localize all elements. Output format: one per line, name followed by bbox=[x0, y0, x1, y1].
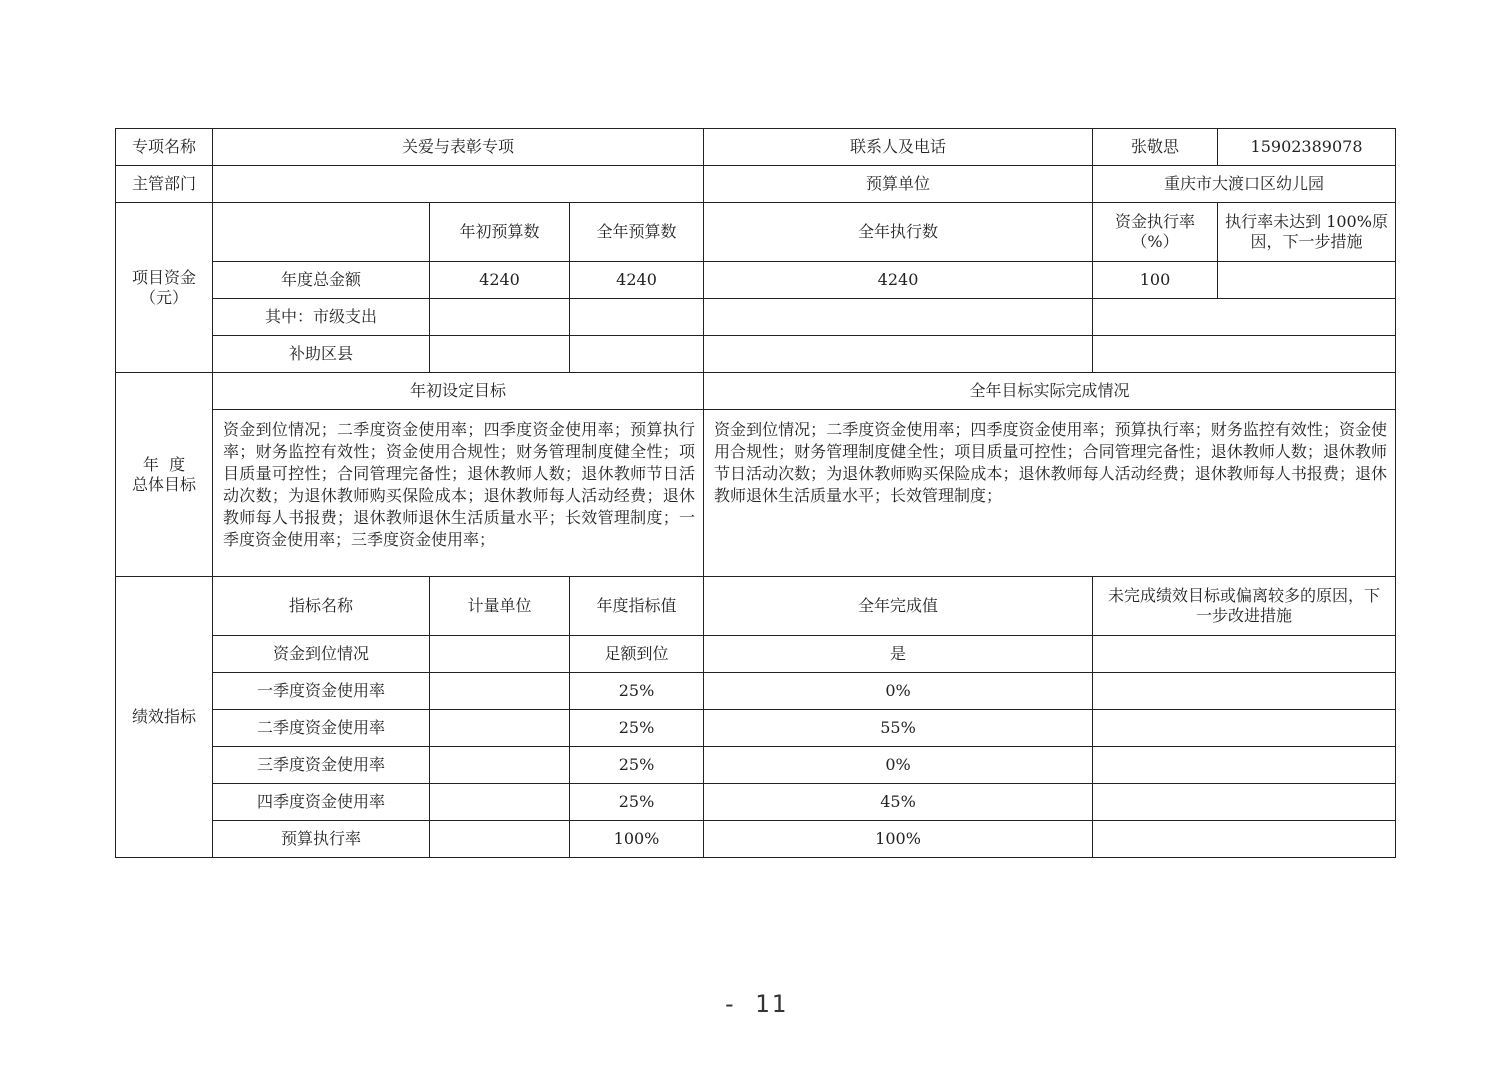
funds-row-rate: 100 bbox=[1093, 262, 1218, 299]
funds-row-annual bbox=[570, 299, 704, 336]
indicators-section-label: 绩效指标 bbox=[116, 577, 213, 858]
indicator-unit bbox=[430, 821, 570, 858]
indicator-row bbox=[116, 673, 1396, 710]
funds-col-reason: 执行率未达到 100%原因，下一步措施 bbox=[1218, 203, 1396, 262]
indicator-actual: 是 bbox=[704, 636, 1093, 673]
indicator-name: 三季度资金使用率 bbox=[213, 747, 430, 784]
funds-row-annual bbox=[570, 336, 704, 373]
indicators-col-reason: 未完成绩效目标或偏离较多的原因，下一步改进措施 bbox=[1093, 577, 1396, 636]
indicator-reason bbox=[1093, 636, 1396, 673]
funds-row-label: 年度总金额 bbox=[213, 262, 430, 299]
funds-col-exec: 全年执行数 bbox=[704, 203, 1093, 262]
indicator-target: 足额到位 bbox=[570, 636, 704, 673]
funds-row-district bbox=[116, 336, 1396, 373]
dept-value bbox=[213, 166, 704, 203]
header-row-dept bbox=[116, 166, 1396, 203]
funds-row-exec bbox=[704, 336, 1093, 373]
funds-row-city bbox=[116, 299, 1396, 336]
funds-header-row bbox=[116, 203, 1396, 262]
contact-phone: 15902389078 bbox=[1218, 129, 1396, 166]
funds-row-initial bbox=[430, 299, 570, 336]
indicator-actual: 100% bbox=[704, 821, 1093, 858]
funds-row-initial bbox=[430, 336, 570, 373]
funds-row-exec: 4240 bbox=[704, 262, 1093, 299]
indicator-target: 25% bbox=[570, 784, 704, 821]
project-label: 专项名称 bbox=[116, 129, 213, 166]
indicator-target: 25% bbox=[570, 710, 704, 747]
indicator-actual: 0% bbox=[704, 673, 1093, 710]
goals-actual-text: 资金到位情况；二季度资金使用率；四季度资金使用率；预算执行率；财务监控有效性；资金使用合规性；财务管理制度健全性；项目质量可控性；合同管理完备性；退休教师人数；退休教师节日活动次数；为退休教师购买保险成本；退休教师每人活动经费；退休教师每人书报费；退休教师退休生活质量水平；长效管理制度； bbox=[704, 410, 1396, 577]
goals-set-text: 资金到位情况；二季度资金使用率；四季度资金使用率；预算执行率；财务监控有效性；资金使用合规性；财务管理制度健全性；项目质量可控性；合同管理完备性；退休教师人数；退休教师节日活动次数；为退休教师购买保险成本；退休教师每人活动经费；退休教师每人书报费；退休教师退休生活质量水平；长效管理制度；一季度资金使用率；三季度资金使用率； bbox=[213, 410, 704, 577]
funds-section-label: 项目资金（元） bbox=[116, 203, 213, 373]
funds-row-total bbox=[116, 262, 1396, 299]
indicators-col-unit: 计量单位 bbox=[430, 577, 570, 636]
indicator-unit bbox=[430, 710, 570, 747]
budget-unit-label: 预算单位 bbox=[704, 166, 1093, 203]
contact-label: 联系人及电话 bbox=[704, 129, 1093, 166]
goals-col-set: 年初设定目标 bbox=[213, 373, 704, 410]
funds-row-label: 其中：市级支出 bbox=[213, 299, 430, 336]
indicator-unit bbox=[430, 784, 570, 821]
indicator-row bbox=[116, 747, 1396, 784]
page-number: - 11 bbox=[722, 990, 788, 1018]
funds-col-initial: 年初预算数 bbox=[430, 203, 570, 262]
indicator-name: 四季度资金使用率 bbox=[213, 784, 430, 821]
indicator-reason bbox=[1093, 710, 1396, 747]
indicator-unit bbox=[430, 673, 570, 710]
indicator-name: 预算执行率 bbox=[213, 821, 430, 858]
goals-section-label-line1: 年 度 bbox=[142, 454, 186, 474]
indicator-row bbox=[116, 784, 1396, 821]
indicator-actual: 0% bbox=[704, 747, 1093, 784]
funds-row-rate bbox=[1093, 299, 1396, 336]
indicator-row bbox=[116, 821, 1396, 858]
indicator-name: 一季度资金使用率 bbox=[213, 673, 430, 710]
indicator-unit bbox=[430, 747, 570, 784]
indicator-row bbox=[116, 710, 1396, 747]
indicators-header-row bbox=[116, 577, 1396, 636]
indicator-target: 100% bbox=[570, 821, 704, 858]
goals-header-row bbox=[116, 373, 1396, 410]
goals-section-label-line2: 总体目标 bbox=[131, 474, 196, 494]
goals-section-label bbox=[116, 373, 213, 577]
indicator-row bbox=[116, 636, 1396, 673]
indicator-unit bbox=[430, 636, 570, 673]
indicator-reason bbox=[1093, 784, 1396, 821]
indicators-col-name: 指标名称 bbox=[213, 577, 430, 636]
indicators-col-target: 年度指标值 bbox=[570, 577, 704, 636]
funds-header-blank bbox=[213, 203, 430, 262]
funds-row-rate bbox=[1093, 336, 1396, 373]
performance-table bbox=[115, 128, 1396, 858]
indicator-reason bbox=[1093, 747, 1396, 784]
contact-name: 张敬思 bbox=[1093, 129, 1218, 166]
indicator-target: 25% bbox=[570, 747, 704, 784]
dept-label: 主管部门 bbox=[116, 166, 213, 203]
project-name: 关爱与表彰专项 bbox=[213, 129, 704, 166]
funds-row-initial: 4240 bbox=[430, 262, 570, 299]
indicator-target: 25% bbox=[570, 673, 704, 710]
indicator-actual: 45% bbox=[704, 784, 1093, 821]
header-row-project bbox=[116, 129, 1396, 166]
indicator-name: 资金到位情况 bbox=[213, 636, 430, 673]
goals-text-row bbox=[116, 410, 1396, 577]
indicator-reason bbox=[1093, 673, 1396, 710]
indicator-actual: 55% bbox=[704, 710, 1093, 747]
funds-col-rate: 资金执行率（%） bbox=[1093, 203, 1218, 262]
indicators-col-actual: 全年完成值 bbox=[704, 577, 1093, 636]
indicator-name: 二季度资金使用率 bbox=[213, 710, 430, 747]
indicator-reason bbox=[1093, 821, 1396, 858]
budget-unit-value: 重庆市大渡口区幼儿园 bbox=[1093, 166, 1396, 203]
funds-row-reason bbox=[1218, 262, 1396, 299]
funds-row-annual: 4240 bbox=[570, 262, 704, 299]
funds-col-annual: 全年预算数 bbox=[570, 203, 704, 262]
funds-row-label: 补助区县 bbox=[213, 336, 430, 373]
funds-row-exec bbox=[704, 299, 1093, 336]
goals-col-actual: 全年目标实际完成情况 bbox=[704, 373, 1396, 410]
